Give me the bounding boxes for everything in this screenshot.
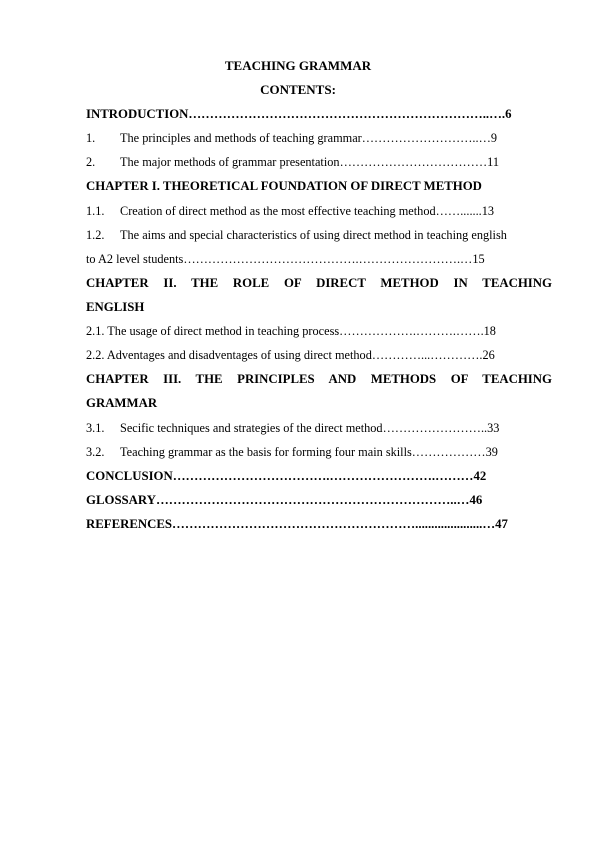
- toc-entry-number: 3.1.: [86, 421, 105, 435]
- toc-entry-text: CHAPTER II. THE ROLE OF DIRECT METHOD IN TEACHING: [86, 276, 552, 290]
- toc-entry-text: 2.2. Adventages and disadventages of using direct method…………...………….26: [86, 348, 495, 362]
- toc-entry-text: GRAMMAR: [86, 396, 158, 410]
- toc-entry: [86, 420, 552, 436]
- toc-entry-text: The principles and methods of teaching grammar………………………..…9: [120, 131, 498, 145]
- contents-heading: CONTENTS:: [260, 82, 336, 97]
- toc-entry: [86, 516, 552, 532]
- toc-entry-number: 1.: [86, 131, 96, 145]
- toc-entry-text: Creation of direct method as the most effective teaching method…….......13: [120, 204, 495, 218]
- toc-entry-text: CONCLUSION……………………………….…………………….………42: [86, 469, 487, 483]
- toc-entry: [86, 203, 552, 219]
- toc-entry-text: The aims and special characteristics of using direct method in teaching english: [120, 228, 507, 242]
- toc-chapter-heading-continuation: [86, 299, 552, 315]
- toc-entry-text: to A2 level students…………………………………….…………………….…15: [86, 252, 485, 266]
- toc-chapter-heading: [86, 371, 552, 387]
- toc-chapter-heading: [86, 275, 552, 291]
- toc-entry: [86, 347, 552, 363]
- toc-entry-text: The major methods of grammar presentation………………………………11: [120, 155, 499, 169]
- toc-entry-text: GLOSSARY……………………………………………………………..…46: [86, 493, 483, 507]
- toc-entry: [86, 323, 552, 339]
- toc-entry-text: CHAPTER III. THE PRINCIPLES AND METHODS OF TEACHING: [86, 372, 552, 386]
- toc-entry: [86, 106, 552, 122]
- document-title: TEACHING GRAMMAR: [224, 58, 372, 73]
- toc-entry-text: INTRODUCTION……………………………………………………………..….6: [86, 107, 512, 121]
- toc-entry: [86, 227, 552, 243]
- toc-entry-number: 1.1.: [86, 204, 105, 218]
- toc-entry-text: REFERENCES………………………………………………….....................…47: [86, 517, 508, 531]
- toc-entry-text: Secific techniques and strategies of the direct method……………………..33: [120, 421, 500, 435]
- toc-chapter-heading-continuation: [86, 395, 552, 411]
- toc-entry: [86, 492, 552, 508]
- toc-entry-text: Teaching grammar as the basis for forming four main skills………………39: [120, 445, 498, 459]
- toc-entry: [86, 130, 552, 146]
- toc-entry-text: ENGLISH: [86, 300, 145, 314]
- toc-entry-number: 2.: [86, 155, 96, 169]
- toc-entry-text: 2.1. The usage of direct method in teaching process……………….……….…….18: [86, 324, 496, 338]
- toc-entry-number: 1.2.: [86, 228, 105, 242]
- toc-entry: [86, 154, 552, 170]
- toc-entry: [86, 468, 552, 484]
- toc-entry-text: CHAPTER I. THEORETICAL FOUNDATION OF DIRECT METHOD: [86, 179, 482, 193]
- toc-chapter-heading: [86, 178, 552, 194]
- toc-entry-number: 3.2.: [86, 445, 105, 459]
- toc-entry: [86, 444, 552, 460]
- toc-entry-continuation: [86, 251, 552, 267]
